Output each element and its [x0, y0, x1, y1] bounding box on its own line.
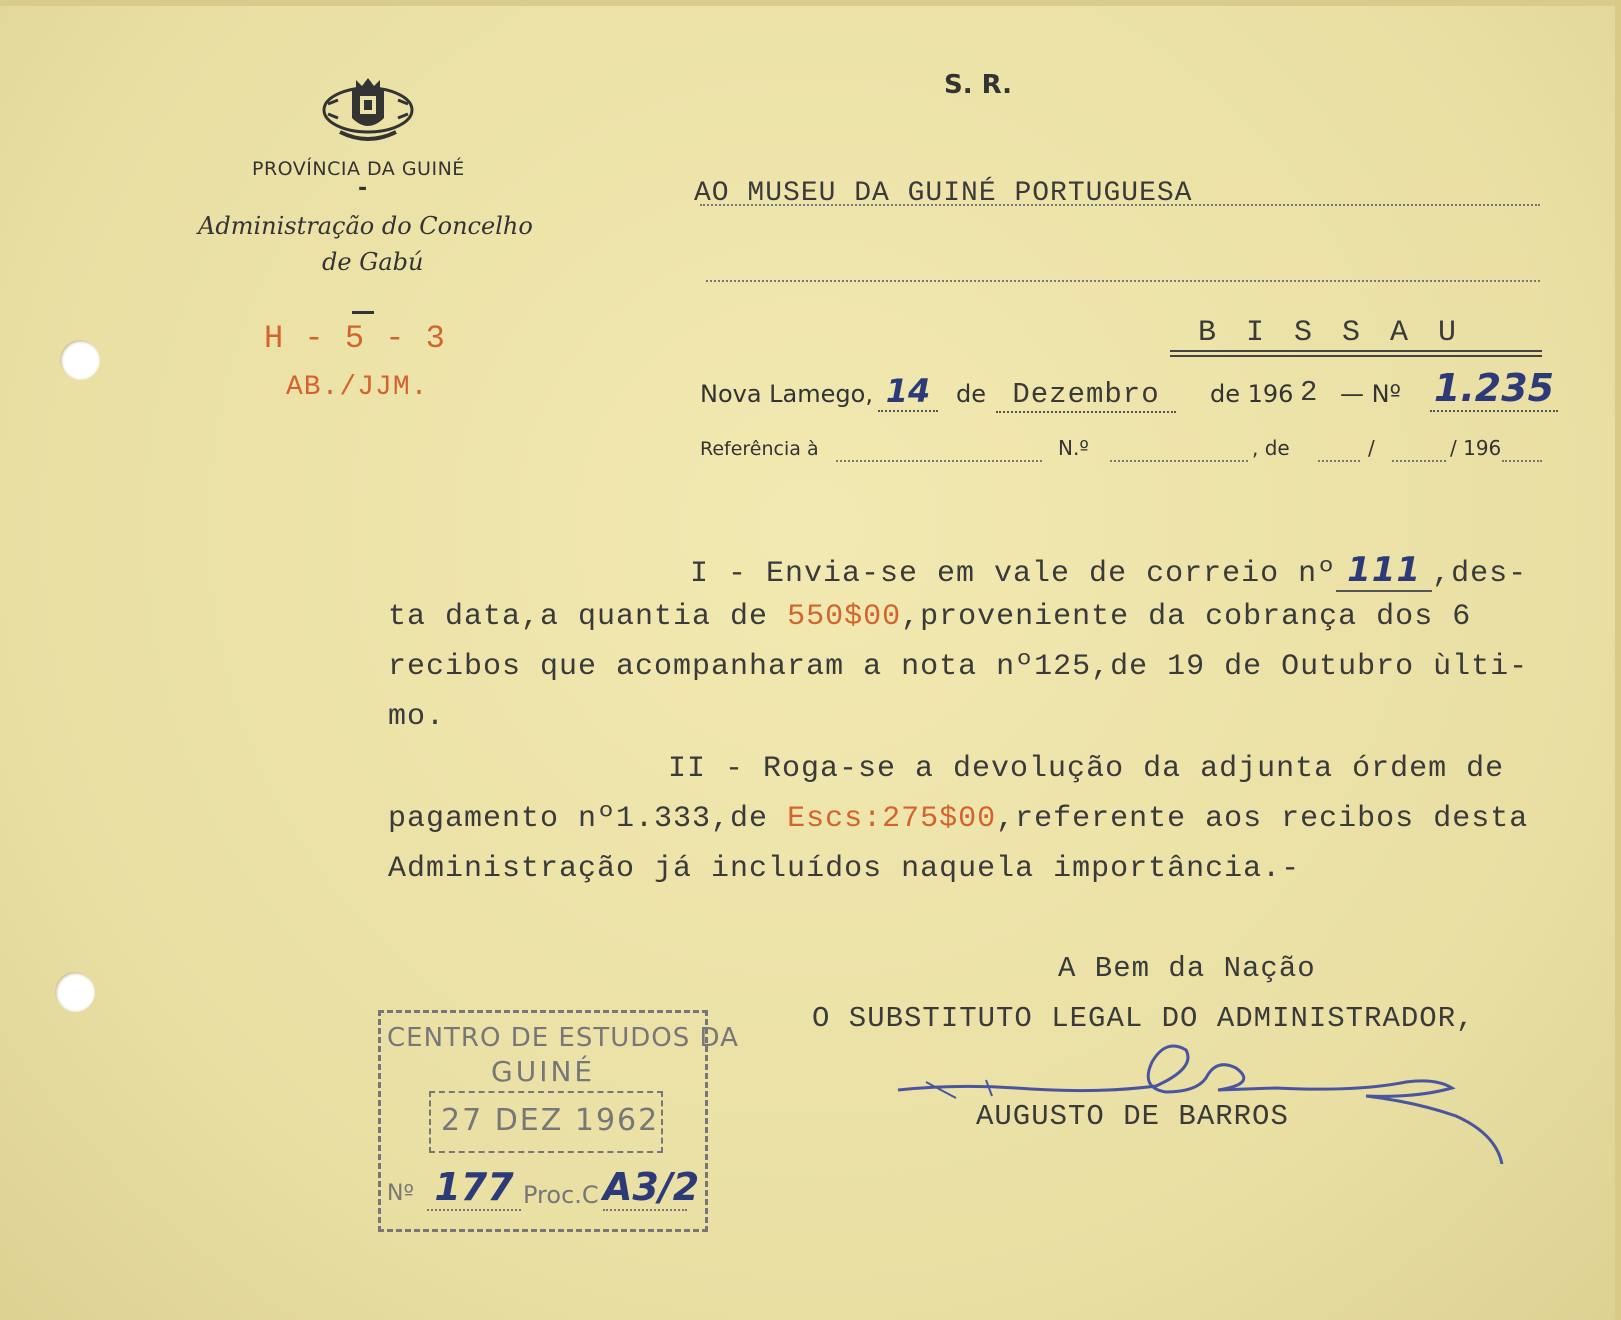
postal-order-number: 111 — [1336, 550, 1432, 592]
dateline-day: 14 — [878, 372, 938, 412]
dateline-number: 1.235 — [1430, 366, 1558, 412]
punch-hole-top — [60, 340, 100, 380]
filing-initials: AB./JJM. — [286, 372, 429, 403]
body-p2-line2 — [388, 802, 1528, 836]
administration-line-2: de Gabú — [322, 248, 424, 276]
paper-edge-right — [1615, 0, 1621, 1320]
reference-day-blank — [1318, 460, 1360, 462]
closing-salutation: A Bem da Nação — [1058, 952, 1316, 985]
city-underline-2 — [1170, 355, 1542, 357]
reference-slash: / — [1368, 436, 1375, 460]
recipient-city: B I S S A U — [1198, 316, 1463, 350]
reference-year-suffix: / 196 — [1450, 436, 1502, 460]
body-p2-line3: Administração já incluídos naquela importância.- — [388, 852, 1301, 886]
recipient-line-1 — [700, 204, 1540, 206]
stamp-number: 177 — [427, 1165, 521, 1211]
recipient-name: AO MUSEU DA GUINÉ PORTUGUESA — [694, 178, 1193, 209]
administration-line-1: Administração do Concelho — [198, 212, 533, 240]
filing-code: H - 5 - 3 — [264, 320, 446, 357]
dateline-number-label: — Nº — [1340, 380, 1401, 408]
closing-title: O SUBSTITUTO LEGAL DO ADMINISTRADOR, — [812, 1002, 1475, 1035]
reference-label: Referência à — [700, 438, 819, 460]
stamp-number-label: Nº — [387, 1181, 414, 1206]
body-p2-line2-end: ,referente aos recibos desta — [996, 802, 1529, 836]
reference-month-blank — [1392, 460, 1446, 462]
body-p1-line4: mo. — [388, 700, 446, 734]
body-p1-line2-end: ,proveniente da cobrança dos 6 — [901, 600, 1472, 634]
stamp-proc-label: Proc.C — [523, 1181, 599, 1209]
body-p1-line2 — [388, 600, 1471, 634]
punch-hole-bottom — [55, 972, 95, 1012]
reference-year-blank — [1502, 460, 1542, 462]
dateline-year-prefix: de 196 — [1210, 380, 1294, 408]
reference-number-label: N.º — [1058, 436, 1089, 460]
archive-stamp — [378, 1010, 739, 1232]
amount-275: Escs:275$00 — [787, 802, 997, 836]
recipient-line-2 — [706, 280, 1540, 282]
reference-date-label: , de — [1252, 436, 1290, 460]
body-p1-line2-text: ta data,a quantia de — [388, 600, 769, 634]
body-p1-line3: recibos que acompanharam a nota nº125,de 19 de Outubro ùlti- — [388, 650, 1529, 684]
city-underline-1 — [1170, 350, 1542, 352]
stamp-center-name: CENTRO DE ESTUDOS DA — [387, 1023, 739, 1053]
stamp-date-box — [429, 1091, 663, 1153]
letterhead-dash: - — [358, 176, 368, 201]
body-p2-line2-text: pagamento nº1.333,de — [388, 802, 769, 836]
signatory-name: AUGUSTO DE BARROS — [976, 1100, 1289, 1133]
service-mark: S. R. — [944, 70, 1013, 100]
dateline-place: Nova Lamego, — [700, 380, 873, 408]
dateline-year-digit: 2 — [1300, 376, 1319, 409]
reference-number-blank — [1110, 460, 1248, 462]
body-p1-line1 — [690, 550, 1527, 592]
reference-blank — [836, 460, 1042, 462]
filing-overline — [352, 311, 374, 314]
dateline-month: Dezembro — [996, 378, 1176, 413]
stamp-proc: A3/2 — [603, 1165, 700, 1209]
portuguese-coat-of-arms-icon — [322, 74, 414, 146]
body-p1-line1-text: I - Envia-se em vale de correio nº — [690, 557, 1337, 591]
stamp-date: 27 DEZ 1962 — [441, 1103, 660, 1138]
dateline-de: de — [956, 380, 986, 408]
province-name: PROVÍNCIA DA GUINÉ — [252, 158, 465, 180]
body-p1-line1-end: ,des- — [1432, 557, 1528, 591]
body-p2-line1: II - Roga-se a devolução da adjunta órdem de — [668, 752, 1505, 786]
paper-edge-top — [0, 0, 1621, 6]
amount-550: 550$00 — [787, 600, 902, 634]
stamp-guine: GUINÉ — [491, 1055, 596, 1088]
